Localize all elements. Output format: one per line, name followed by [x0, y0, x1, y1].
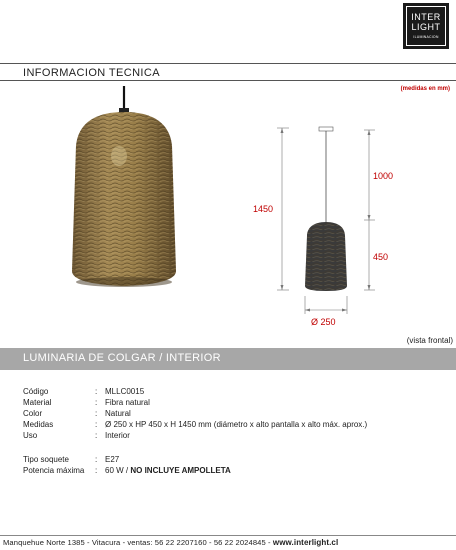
logo-line-3: ILUMINACION — [413, 34, 439, 39]
spec-label: Tipo soquete — [23, 455, 69, 464]
spec-sep: : — [95, 431, 98, 440]
dim-shade-height: 450 — [373, 252, 389, 262]
dimension-diagram — [253, 118, 405, 330]
spec-sep: : — [95, 387, 98, 396]
spec-value: Interior — [105, 431, 130, 440]
interlight-logo — [403, 3, 449, 49]
dim-cable-length: 1000 — [373, 171, 394, 181]
power-value: 60 W / — [105, 466, 131, 475]
dim-diameter: Ø 250 — [311, 317, 336, 327]
spec-label: Medidas — [23, 420, 54, 429]
spec-row-power — [23, 465, 367, 476]
header-top-rule — [0, 63, 456, 64]
spec-label: Uso — [23, 431, 38, 440]
units-note: (medidas en mm) — [400, 86, 450, 92]
spec-label: Material — [23, 398, 52, 407]
footer-rule — [0, 535, 456, 536]
spec-sep: : — [95, 466, 98, 475]
logo-line-1: INTER — [411, 11, 441, 22]
spec-value: E27 — [105, 455, 120, 464]
spec-label: Potencia máxima — [23, 466, 85, 475]
product-photo — [64, 86, 184, 296]
dim-total-height: 1450 — [253, 204, 274, 214]
spec-row-use — [23, 430, 367, 441]
footer-contact: Manquehue Norte 1385 - Vitacura - ventas: 56 22 2207160 - 56 22 2024845 - — [3, 538, 271, 547]
spec-label: Color — [23, 409, 43, 418]
spec-sep: : — [95, 409, 98, 418]
spec-value: Ø 250 x HP 450 x H 1450 mm (diámetro x alto pantalla x alto máx. aprox.) — [105, 420, 368, 429]
category-banner — [0, 348, 456, 370]
header-bottom-rule — [0, 80, 456, 81]
spec-value — [105, 465, 231, 476]
spec-value: Fibra natural — [105, 398, 150, 407]
view-note: (vista frontal) — [406, 336, 453, 345]
spec-label: Código — [23, 387, 49, 396]
spec-row-socket — [23, 454, 367, 465]
spec-sep: : — [95, 398, 98, 407]
spec-value: Natural — [105, 409, 131, 418]
spec-sep: : — [95, 455, 98, 464]
spec-list — [23, 386, 367, 476]
spec-sep: : — [95, 420, 98, 429]
bulb-note: NO INCLUYE AMPOLLETA — [130, 466, 231, 475]
website-link[interactable]: www.interlight.cl — [272, 538, 339, 547]
banner-title: LUMINARIA DE COLGAR / INTERIOR — [23, 352, 221, 364]
section-title: INFORMACION TECNICA — [23, 67, 160, 79]
spec-row-code — [23, 386, 367, 397]
spec-row-color — [23, 408, 367, 419]
spec-value: MLLC0015 — [105, 387, 145, 396]
footer — [3, 538, 338, 547]
spec-row-dimensions — [23, 419, 367, 430]
spec-row-material — [23, 397, 367, 408]
logo-line-2: LIGHT — [411, 21, 441, 32]
